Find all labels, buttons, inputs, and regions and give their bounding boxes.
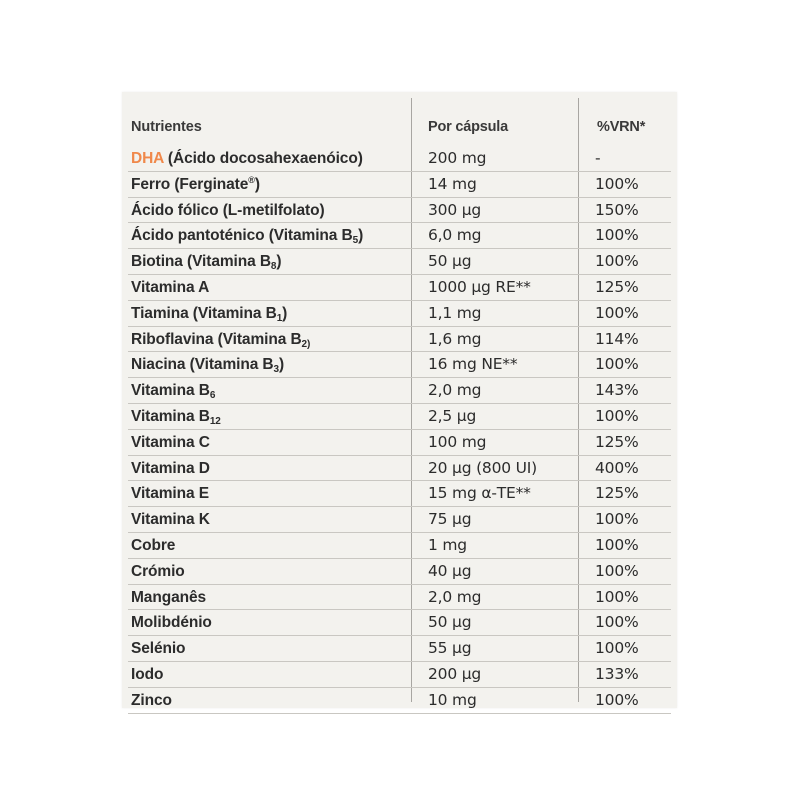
nutrient-name-text: Cobre bbox=[131, 536, 176, 554]
nutrient-name-text: Tiamina (Vitamina B bbox=[131, 304, 277, 322]
vrn-value: 100% bbox=[595, 613, 639, 632]
per-capsule-value: 20 µg (800 UI) bbox=[428, 458, 537, 477]
nutrient-name-text: Vitamina E bbox=[131, 485, 209, 503]
per-capsule-value: 16 mg NE** bbox=[428, 355, 518, 374]
nutrient-name bbox=[131, 507, 210, 533]
row-divider bbox=[128, 713, 671, 714]
nutrient-name-text: Biotina (Vitamina B bbox=[131, 253, 271, 271]
nutrient-name-text: Ácido fólico (L-metilfolato) bbox=[131, 201, 325, 219]
table-row bbox=[122, 456, 677, 482]
nutrient-name bbox=[131, 404, 221, 430]
table-row bbox=[122, 223, 677, 249]
nutrient-name bbox=[131, 249, 281, 275]
nutrient-name-text: Riboflavina (Vitamina B bbox=[131, 330, 302, 348]
nutrient-name bbox=[131, 275, 209, 301]
nutrient-name-superscript: ® bbox=[248, 174, 255, 185]
nutrient-name-text: Crómio bbox=[131, 562, 185, 580]
per-capsule-value: 14 mg bbox=[428, 174, 477, 193]
per-capsule-value: 2,0 mg bbox=[428, 381, 482, 400]
per-capsule-value: 100 mg bbox=[428, 432, 487, 451]
per-capsule-value: 200 µg bbox=[428, 664, 482, 683]
nutrient-name bbox=[131, 198, 325, 224]
nutrient-name bbox=[131, 688, 172, 714]
nutrient-name-suffix: ) bbox=[282, 304, 288, 322]
nutrient-name bbox=[131, 378, 215, 404]
nutrient-name-text: Manganês bbox=[131, 588, 206, 606]
nutrient-name-text: Molibdénio bbox=[131, 614, 212, 632]
vrn-value: 100% bbox=[595, 510, 639, 529]
per-capsule-value: 200 mg bbox=[428, 149, 487, 167]
nutrient-name bbox=[131, 301, 287, 327]
table-row bbox=[122, 636, 677, 662]
per-capsule-value: 300 µg bbox=[428, 200, 482, 219]
nutrient-name-suffix: ) bbox=[279, 356, 285, 374]
table-row bbox=[122, 533, 677, 559]
table-row bbox=[122, 662, 677, 688]
vrn-value: 114% bbox=[595, 329, 639, 348]
nutrient-name-suffix: ) bbox=[276, 253, 282, 271]
per-capsule-value: 50 µg bbox=[428, 613, 472, 632]
vrn-value: 125% bbox=[595, 484, 639, 503]
table-row bbox=[122, 507, 677, 533]
vrn-value: - bbox=[595, 149, 601, 167]
table-row bbox=[122, 404, 677, 430]
per-capsule-value: 6,0 mg bbox=[428, 226, 482, 245]
table-row bbox=[122, 198, 677, 224]
per-capsule-value: 1000 µg RE** bbox=[428, 277, 531, 296]
nutrient-name bbox=[131, 662, 163, 688]
table-row bbox=[122, 430, 677, 456]
vrn-value: 100% bbox=[595, 561, 639, 580]
nutrient-name-text: Vitamina A bbox=[131, 278, 210, 296]
table-row bbox=[122, 275, 677, 301]
table-row bbox=[122, 481, 677, 507]
nutrient-name-highlight: DHA bbox=[131, 150, 164, 167]
per-capsule-value: 50 µg bbox=[428, 252, 472, 271]
per-capsule-value: 75 µg bbox=[428, 510, 472, 529]
nutrient-name-text: Ácido pantoténico (Vitamina B bbox=[131, 227, 353, 245]
nutrient-name-subscript: 5 bbox=[352, 235, 359, 247]
nutrient-name-suffix: ) bbox=[254, 175, 260, 193]
nutrient-name-text: Vitamina K bbox=[131, 511, 210, 529]
nutrient-name-suffix: ) bbox=[358, 227, 364, 245]
table-row bbox=[122, 378, 677, 404]
vrn-value: 100% bbox=[595, 587, 639, 606]
vrn-value: 100% bbox=[595, 406, 639, 425]
nutrient-name-text: Vitamina B bbox=[131, 382, 210, 400]
vrn-value: 150% bbox=[595, 200, 639, 219]
nutrient-name-subscript: 3 bbox=[273, 364, 279, 376]
table-header-row bbox=[122, 108, 677, 146]
per-capsule-value: 2,0 mg bbox=[428, 587, 482, 606]
nutrient-name bbox=[131, 352, 284, 378]
table-row bbox=[122, 172, 677, 198]
nutrient-name bbox=[131, 585, 206, 611]
nutrient-name bbox=[131, 559, 185, 585]
nutrient-name bbox=[131, 430, 210, 456]
vrn-value: 125% bbox=[595, 277, 639, 296]
vrn-value: 125% bbox=[595, 432, 639, 451]
per-capsule-value: 15 mg α-TE** bbox=[428, 484, 531, 503]
vrn-value: 100% bbox=[595, 355, 639, 374]
vrn-value: 133% bbox=[595, 664, 639, 683]
nutrient-name bbox=[131, 610, 212, 636]
nutrient-name bbox=[131, 481, 209, 507]
nutrient-name-text: Vitamina C bbox=[131, 433, 210, 451]
nutrient-name-text: (Ácido docosahexaenóico) bbox=[163, 150, 363, 167]
header-nutrients: Nutrientes bbox=[131, 119, 202, 135]
per-capsule-value: 55 µg bbox=[428, 639, 472, 658]
nutrient-name bbox=[131, 636, 185, 662]
vrn-value: 100% bbox=[595, 303, 639, 322]
table-row bbox=[122, 327, 677, 353]
nutrient-table bbox=[122, 108, 677, 714]
nutrition-label bbox=[122, 92, 677, 708]
nutrient-name-text: Vitamina D bbox=[131, 459, 210, 477]
per-capsule-value: 10 mg bbox=[428, 690, 477, 709]
table-row bbox=[122, 585, 677, 611]
nutrient-name bbox=[131, 146, 363, 172]
table-row bbox=[122, 146, 677, 172]
table-row bbox=[122, 249, 677, 275]
table-row bbox=[122, 301, 677, 327]
nutrient-name-text: Niacina (Vitamina B bbox=[131, 356, 274, 374]
table-body bbox=[122, 146, 677, 714]
nutrient-name bbox=[131, 223, 363, 249]
nutrient-name-text: Ferro (Ferginate bbox=[131, 175, 249, 193]
per-capsule-value: 1,6 mg bbox=[428, 329, 482, 348]
nutrient-name bbox=[131, 533, 175, 559]
header-vrn: %VRN* bbox=[597, 119, 646, 135]
table-row bbox=[122, 610, 677, 636]
table-row bbox=[122, 688, 677, 714]
nutrient-name-text: Zinco bbox=[131, 691, 172, 709]
nutrient-name bbox=[131, 172, 260, 198]
nutrient-name-subscript: 6 bbox=[209, 390, 216, 402]
nutrient-name-subscript: 12 bbox=[209, 415, 221, 427]
vrn-value: 100% bbox=[595, 535, 639, 554]
table-row bbox=[122, 352, 677, 378]
nutrient-name-text: Vitamina B bbox=[131, 407, 210, 425]
table-row bbox=[122, 559, 677, 585]
nutrient-name-subscript: 2) bbox=[301, 338, 311, 350]
per-capsule-value: 2,5 µg bbox=[428, 406, 477, 425]
header-per-capsule: Por cápsula bbox=[428, 119, 508, 135]
vrn-value: 100% bbox=[595, 690, 639, 709]
nutrient-name-text: Iodo bbox=[131, 665, 164, 683]
vrn-value: 100% bbox=[595, 252, 639, 271]
vrn-value: 143% bbox=[595, 381, 639, 400]
vrn-value: 100% bbox=[595, 639, 639, 658]
vrn-value: 100% bbox=[595, 226, 639, 245]
nutrient-name-subscript: 1 bbox=[276, 312, 283, 324]
nutrient-name-subscript: 8 bbox=[270, 261, 277, 273]
per-capsule-value: 1 mg bbox=[428, 535, 467, 554]
nutrient-name bbox=[131, 456, 210, 482]
per-capsule-value: 40 µg bbox=[428, 561, 472, 580]
per-capsule-value: 1,1 mg bbox=[428, 303, 482, 322]
nutrient-name bbox=[131, 327, 310, 353]
nutrient-name-text: Selénio bbox=[131, 640, 186, 658]
vrn-value: 100% bbox=[595, 174, 639, 193]
vrn-value: 400% bbox=[595, 458, 639, 477]
